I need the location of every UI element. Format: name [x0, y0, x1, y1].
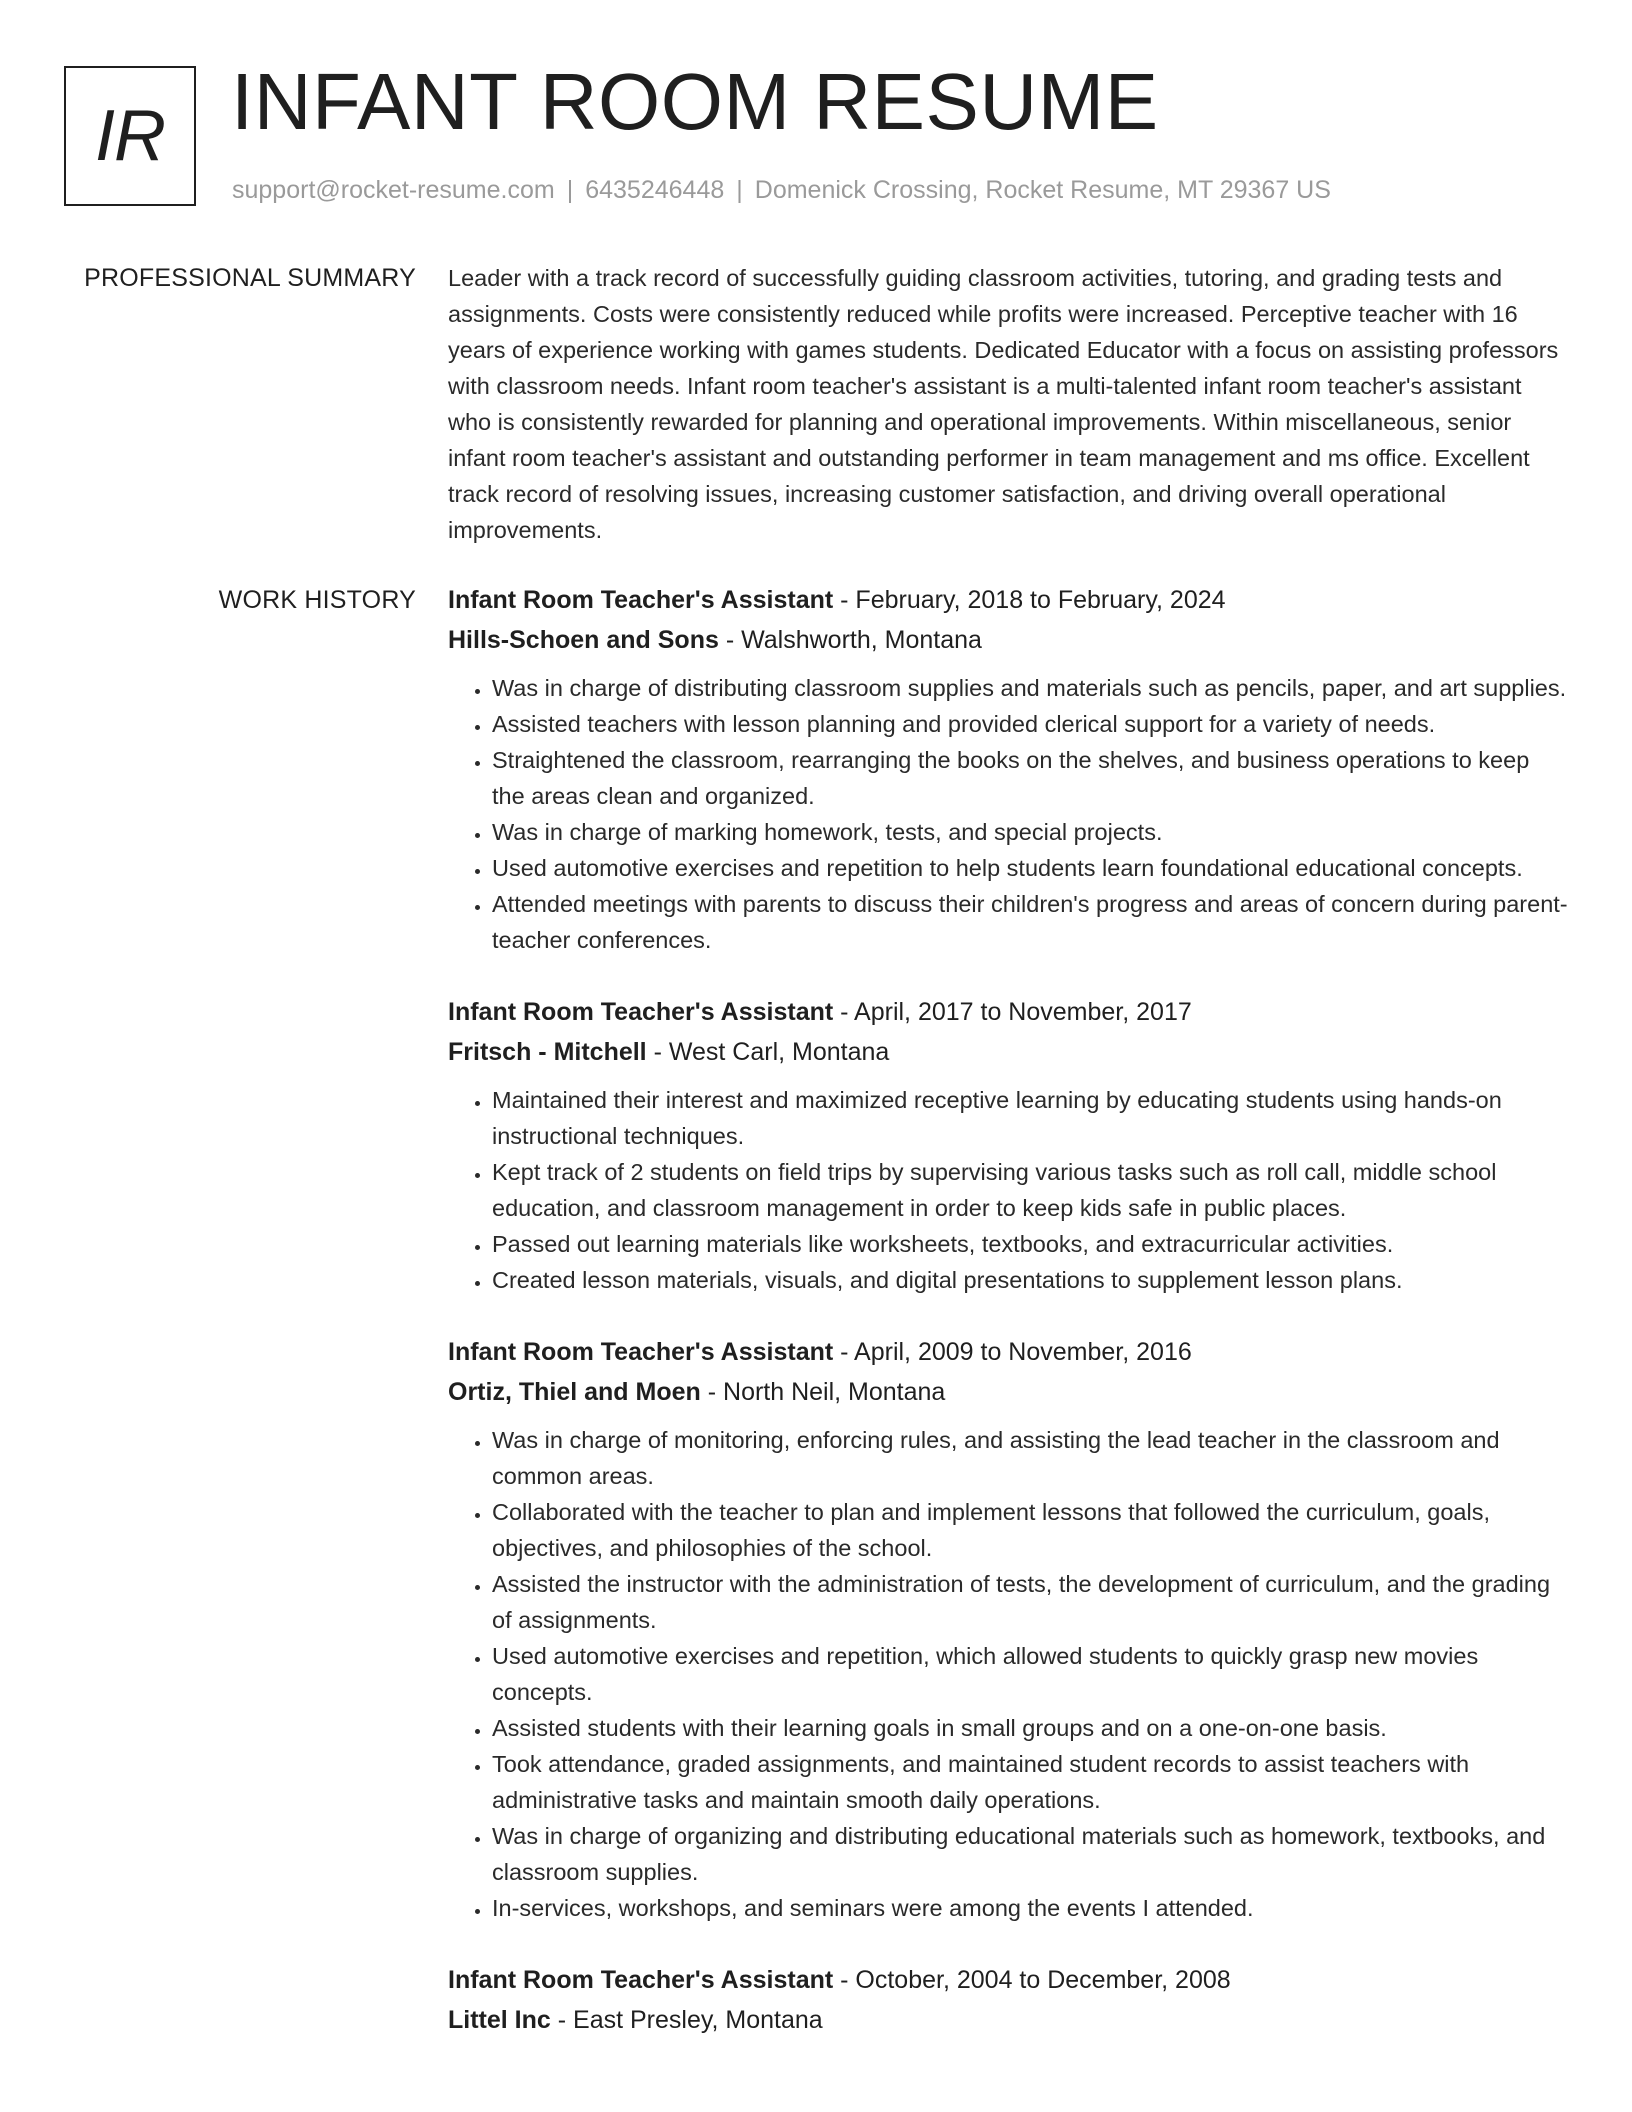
contact-line [232, 174, 1331, 206]
contact-address: Domenick Crossing, Rocket Resume, MT 29367 US [754, 176, 1331, 204]
job-entry [448, 992, 1568, 1298]
list-item: • Was in charge of distributing classroom supplies and materials such as pencils, paper, and art supplies. [492, 670, 1568, 706]
list-item: • Straightened the classroom, rearranging the books on the shelves, and business operations to keep the areas clean and organized. [492, 742, 1568, 814]
job-entry [448, 1332, 1568, 1926]
job-company: Hills-Schoen and Sons [448, 626, 719, 654]
list-item: • Collaborated with the teacher to plan and implement lessons that followed the curriculum, goals, objectives, and philosophies of the school. [492, 1494, 1568, 1566]
job-entry [448, 1960, 1568, 2040]
job-bullet-list [448, 670, 1568, 958]
list-item: • Created lesson materials, visuals, and digital presentations to supplement lesson plans. [492, 1262, 1568, 1298]
job-title: Infant Room Teacher's Assistant [448, 1338, 834, 1366]
job-title: Infant Room Teacher's Assistant [448, 998, 834, 1026]
list-item: • Assisted students with their learning goals in small groups and on a one-on-one basis. [492, 1710, 1568, 1746]
summary-text: Leader with a track record of successfully guiding classroom activities, tutoring, and grading tests and assignments. Costs were consistently reduced while profits were increased. Perceptive teacher with 16 years of experience working with games students. Dedicated Educator with a focus on assisting professors with classroom needs. Infant room teacher's assistant is a multi-talented infant room teacher's assistant who is consistently rewarded for planning and operational improvements. Within miscellaneous, senior infant room teacher's assistant and outstanding performer in team management and ms office. Excellent track record of resolving issues, increasing customer satisfaction, and driving overall operational improvements. [448, 265, 1559, 543]
list-item: • Attended meetings with parents to discuss their children's progress and areas of concern during parent-teacher conferences. [492, 886, 1568, 958]
job-dates: - February, 2018 to February, 2024 [833, 586, 1226, 614]
job-company-line [448, 2000, 1568, 2040]
job-company-line [448, 1372, 1568, 1412]
job-title-line [448, 1960, 1568, 2000]
job-dates: - April, 2009 to November, 2016 [833, 1338, 1192, 1366]
list-item: • In-services, workshops, and seminars were among the events I attended. [492, 1890, 1568, 1926]
job-title-line [448, 1332, 1568, 1372]
list-item: • Took attendance, graded assignments, and maintained student records to assist teachers with administrative tasks and maintain smooth daily operations. [492, 1746, 1568, 1818]
list-item: • Was in charge of organizing and distributing educational materials such as homework, textbooks, and classroom supplies. [492, 1818, 1568, 1890]
contact-email[interactable]: support@rocket-resume.com [232, 176, 555, 204]
job-location: - East Presley, Montana [550, 2006, 823, 2034]
job-title: Infant Room Teacher's Assistant [448, 586, 834, 614]
list-item: • Used automotive exercises and repetition to help students learn foundational educational concepts. [492, 850, 1568, 886]
resume-title: INFANT ROOM RESUME [231, 57, 1159, 146]
job-location: - North Neil, Montana [700, 1378, 946, 1406]
list-item: • Passed out learning materials like worksheets, textbooks, and extracurricular activities. [492, 1226, 1568, 1262]
job-bullet-list [448, 1082, 1568, 1298]
monogram-initials: IR [95, 96, 165, 176]
job-title-line [448, 580, 1568, 620]
job-entry [448, 580, 1568, 958]
contact-separator: | [736, 176, 743, 204]
list-item: • Was in charge of marking homework, tests, and special projects. [492, 814, 1568, 850]
job-company: Littel Inc [448, 2006, 551, 2034]
job-title-line [448, 992, 1568, 1032]
section-label-summary: PROFESSIONAL SUMMARY [84, 264, 416, 292]
list-item: • Used automotive exercises and repetition, which allowed students to quickly grasp new movies concepts. [492, 1638, 1568, 1710]
summary-body [448, 260, 1568, 548]
list-item: • Maintained their interest and maximized receptive learning by educating students using hands-on instructional techniques. [492, 1082, 1568, 1154]
job-company-line [448, 1032, 1568, 1072]
contact-separator: | [566, 176, 574, 204]
job-dates: - October, 2004 to December, 2008 [833, 1966, 1231, 1994]
list-item: • Assisted teachers with lesson planning and provided clerical support for a variety of needs. [492, 706, 1568, 742]
job-title: Infant Room Teacher's Assistant [448, 1966, 834, 1994]
section-label-work-history: WORK HISTORY [218, 586, 416, 614]
contact-phone[interactable]: 6435246448 [585, 176, 725, 204]
list-item: • Assisted the instructor with the administration of tests, the development of curriculum, and the grading of assignments. [492, 1566, 1568, 1638]
job-location: - West Carl, Montana [646, 1038, 890, 1066]
job-company: Ortiz, Thiel and Moen [448, 1378, 701, 1406]
list-item: • Kept track of 2 students on field trips by supervising various tasks such as roll call, middle school education, and classroom management in order to keep kids safe in public places. [492, 1154, 1568, 1226]
job-location: - Walshworth, Montana [718, 626, 982, 654]
job-bullet-list [448, 1422, 1568, 1926]
job-company-line [448, 620, 1568, 660]
job-company: Fritsch - Mitchell [448, 1038, 647, 1066]
list-item: • Was in charge of monitoring, enforcing rules, and assisting the lead teacher in the classroom and common areas. [492, 1422, 1568, 1494]
work-history-body [448, 580, 1568, 2074]
job-dates: - April, 2017 to November, 2017 [833, 998, 1192, 1026]
monogram-logo [64, 66, 196, 206]
